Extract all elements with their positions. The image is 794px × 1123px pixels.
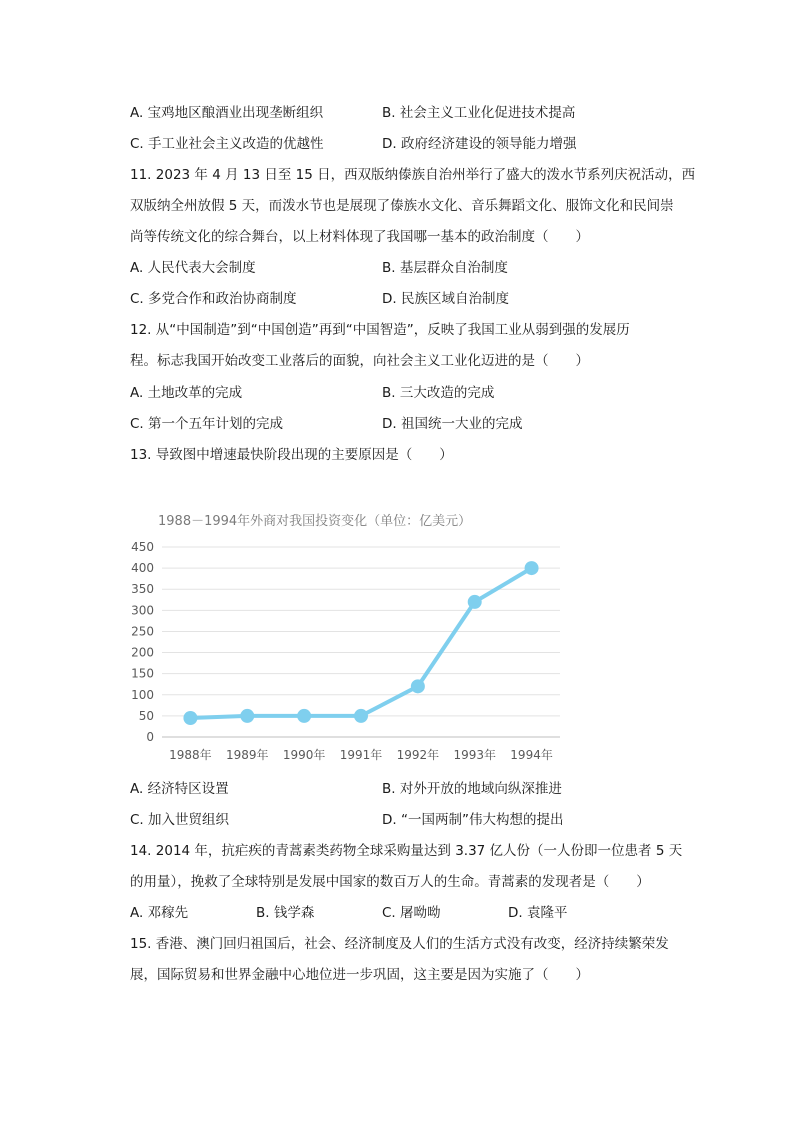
- q13-option-c: C. 加入世贸组织: [130, 812, 230, 828]
- y-tick-label: 150: [131, 666, 154, 681]
- q12-option-c: C. 第一个五年计划的完成: [130, 416, 284, 432]
- q13-option-b: B. 对外开放的地域向纵深推进: [382, 781, 562, 797]
- q12-option-d: D. 祖国统一大业的完成: [382, 416, 523, 432]
- y-tick-label: 200: [131, 645, 154, 660]
- q12-option-b: B. 三大改造的完成: [382, 385, 495, 401]
- q12-option-a: A. 土地改革的完成: [130, 385, 243, 401]
- series-line: [190, 568, 531, 718]
- y-tick-label: 300: [131, 603, 154, 618]
- data-point: [468, 595, 482, 609]
- q14-option-a: A. 邓稼先: [130, 905, 189, 921]
- data-point: [240, 709, 254, 723]
- investment-line-chart: [120, 505, 570, 775]
- q14-stem-line-2: 的用量），挽救了全球特别是发展中国家的数百万人的生命。青蒿素的发现者是（ ）: [130, 874, 650, 890]
- data-point: [525, 561, 539, 575]
- q11-stem-line-2: 双版纳全州放假 5 天，而泼水节也是展现了傣族水文化、音乐舞蹈文化、服饰文化和民间崇: [130, 198, 674, 214]
- q12-stem-line-1: 12. 从“中国制造”到“中国创造”再到“中国智造”，反映了我国工业从弱到强的发展历: [130, 322, 630, 338]
- q11-option-b: B. 基层群众自治制度: [382, 260, 508, 276]
- q11-stem-line-1: 11. 2023 年 4 月 13 日至 15 日，西双版纳傣族自治州举行了盛大的泼水节系列庆祝活动，西: [130, 167, 696, 183]
- x-tick-label: 1989年: [226, 748, 269, 762]
- y-tick-label: 100: [131, 687, 154, 702]
- q11-stem-line-3: 尚等传统文化的综合舞台，以上材料体现了我国哪一基本的政治制度（ ）: [130, 229, 589, 245]
- data-point: [411, 679, 425, 693]
- x-tick-label: 1988年: [169, 748, 212, 762]
- y-tick-label: 250: [131, 624, 154, 639]
- q11-option-a: A. 人民代表大会制度: [130, 260, 256, 276]
- data-point: [183, 711, 197, 725]
- y-tick-label: 0: [146, 730, 154, 744]
- q14-option-c: C. 屠呦呦: [382, 905, 441, 921]
- q15-stem-line-2: 展，国际贸易和世界金融中心地位进一步巩固，这主要是因为实施了（ ）: [130, 967, 589, 983]
- q10-option-c: C. 手工业社会主义改造的优越性: [130, 136, 324, 152]
- data-point: [354, 709, 368, 723]
- q13-stem-line-1: 13. 导致图中增速最快阶段出现的主要原因是（ ）: [130, 447, 453, 463]
- q13-option-d: D. “一国两制”伟大构想的提出: [382, 812, 564, 828]
- q11-option-d: D. 民族区域自治制度: [382, 291, 509, 307]
- q15-stem-line-1: 15. 香港、澳门回归祖国后，社会、经济制度及人们的生活方式没有改变，经济持续繁荣发: [130, 936, 669, 952]
- data-point: [297, 709, 311, 723]
- x-tick-label: 1994年: [510, 748, 553, 762]
- q11-option-c: C. 多党合作和政治协商制度: [130, 291, 297, 307]
- q10-option-b: B. 社会主义工业化促进技术提高: [382, 105, 576, 121]
- y-tick-label: 50: [138, 708, 154, 723]
- q10-option-d: D. 政府经济建设的领导能力增强: [382, 136, 577, 152]
- q10-option-a: A. 宝鸡地区酿酒业出现垄断组织: [130, 105, 324, 121]
- x-tick-label: 1993年: [453, 748, 496, 762]
- q14-option-d: D. 袁隆平: [508, 905, 568, 921]
- chart-title: 1988－1994年外商对我国投资变化（单位：亿美元）: [158, 514, 472, 529]
- y-tick-label: 450: [131, 540, 154, 554]
- q13-option-a: A. 经济特区设置: [130, 781, 229, 797]
- y-tick-label: 350: [131, 582, 154, 597]
- x-tick-label: 1992年: [396, 748, 440, 762]
- q14-option-b: B. 钱学森: [256, 905, 315, 921]
- q12-stem-line-2: 程。标志我国开始改变工业落后的面貌，向社会主义工业化迈进的是（ ）: [130, 353, 589, 369]
- q14-stem-line-1: 14. 2014 年，抗疟疾的青蒿素类药物全球采购量达到 3.37 亿人份（一人份即一位患者 5 天: [130, 843, 683, 859]
- x-tick-label: 1990年: [282, 748, 326, 762]
- x-tick-label: 1991年: [339, 748, 383, 762]
- y-tick-label: 400: [131, 561, 154, 576]
